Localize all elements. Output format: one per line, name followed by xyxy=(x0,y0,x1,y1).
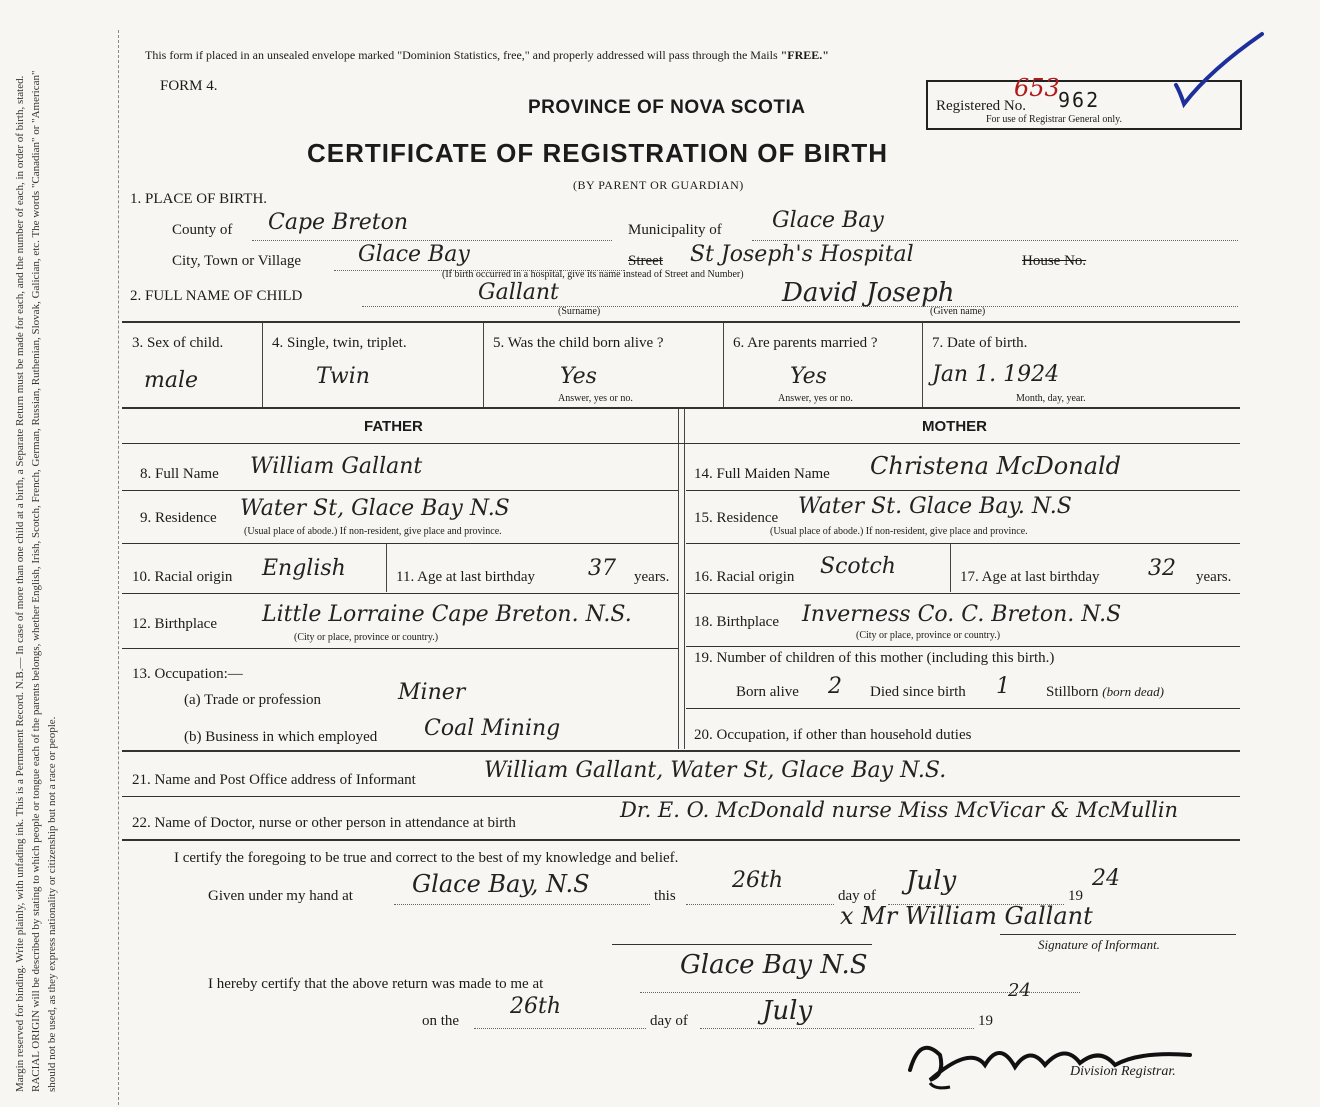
mother-racial: Scotch xyxy=(820,554,896,579)
died-since-birth-label: Died since birth xyxy=(870,684,966,700)
died-since-birth-count: 1 xyxy=(996,674,1010,699)
child-given-name: David Joseph xyxy=(782,278,955,308)
mother-birthplace-caption: (City or place, province or country.) xyxy=(856,630,1001,641)
mother-birthplace: Inverness Co. C. Breton. N.S xyxy=(802,602,1122,627)
margin-note: Margin reserved for binding. Write plainly, with unfading ink. This is a Permanent Record. N.B.— In case of more than one child at a birth, a Separate Return must be made for each, and the number of each, in order of birth, stated. RACIAL ORIGIN will be described by stating to which people or tongue each of the parents belongs, whether English, Irish, Scotch, French, German, Russian, Ruthenian, Slovak, Galician, etc. The words "Canadian" or "American" should not be used, as they express nationality or citizenship but not a race or people. xyxy=(14,70,58,1092)
father-racial: English xyxy=(262,556,346,581)
mother-name-label: 14. Full Maiden Name xyxy=(694,466,830,482)
certify-day: 26th xyxy=(732,868,784,893)
parents-married-label: 6. Are parents married ? xyxy=(733,335,878,351)
registrar-caption: Division Registrar. xyxy=(1070,1064,1176,1079)
father-age-label: 11. Age at last birthday xyxy=(396,569,535,585)
mother-birthplace-label: 18. Birthplace xyxy=(694,614,779,630)
registrar-place: Glace Bay N.S xyxy=(680,950,868,980)
stillborn-label: Stillborn (born dead) xyxy=(1046,684,1165,700)
registered-label: Registered No. xyxy=(936,98,1026,114)
given-name-caption: (Given name) xyxy=(930,306,986,317)
registrar-day-of-label: day of xyxy=(650,1013,688,1029)
registered-number: 962 xyxy=(1058,88,1101,112)
registrar-use-note: For use of Registrar General only. xyxy=(986,114,1122,125)
surname-caption: (Surname) xyxy=(558,306,601,317)
father-name: William Gallant xyxy=(250,454,423,479)
certify-day-of-label: day of xyxy=(838,888,876,904)
sex-value: male xyxy=(144,368,199,393)
informant-label: 21. Name and Post Office address of Informant xyxy=(132,772,416,788)
certify-statement: I certify the foregoing to be true and correct to the best of my knowledge and belief. xyxy=(174,850,679,866)
child-surname: Gallant xyxy=(478,280,559,305)
registered-red-number: 653 xyxy=(1014,74,1060,102)
mother-heading: MOTHER xyxy=(922,418,987,435)
father-name-label: 8. Full Name xyxy=(140,466,219,482)
city-value: Glace Bay xyxy=(358,242,470,267)
street-value: St Joseph's Hospital xyxy=(690,242,914,267)
city-label: City, Town or Village xyxy=(172,253,302,269)
county-value: Cape Breton xyxy=(268,210,409,235)
informant-value: William Gallant, Water St, Glace Bay N.S. xyxy=(484,758,947,783)
mother-occupation-label: 20. Occupation, if other than household duties xyxy=(694,727,972,743)
father-heading: FATHER xyxy=(364,418,423,435)
father-residence-label: 9. Residence xyxy=(140,510,217,526)
certify-year-suffix: 24 xyxy=(1092,866,1120,891)
given-at-place: Glace Bay, N.S xyxy=(412,870,590,898)
binding-margin-line xyxy=(118,30,119,1105)
sex-label: 3. Sex of child. xyxy=(132,335,224,351)
province-heading: PROVINCE OF NOVA SCOTIA xyxy=(528,97,806,118)
born-alive-count: 2 xyxy=(828,674,842,699)
plurality-value: Twin xyxy=(316,364,370,389)
mother-residence-label: 15. Residence xyxy=(694,510,779,526)
mother-name: Christena McDonald xyxy=(870,452,1122,480)
house-number-label: House No. xyxy=(1022,253,1087,269)
mother-residence-caption: (Usual place of abode.) If non-resident, give place and province. xyxy=(770,526,1028,537)
business-label: (b) Business in which employed xyxy=(184,729,378,745)
place-section-label: 1. PLACE OF BIRTH. xyxy=(130,191,268,207)
form-number: FORM 4. xyxy=(160,78,218,94)
certificate-title: CERTIFICATE OF REGISTRATION OF BIRTH xyxy=(307,138,889,168)
checkmark-icon xyxy=(1170,30,1270,110)
mail-notice: This form if placed in an unsealed envelope marked "Dominion Statistics, free," and properly addressed will pass through the Mails "FREE." xyxy=(145,48,829,62)
attendant-label: 22. Name of Doctor, nurse or other person in attendance at birth xyxy=(132,815,516,831)
dob-label: 7. Date of birth. xyxy=(932,335,1028,351)
mother-racial-label: 16. Racial origin xyxy=(694,569,795,585)
registrar-signature-image xyxy=(890,1025,1220,1095)
registrar-year-suffix: 24 xyxy=(1008,980,1031,1001)
dob-caption: Month, day, year. xyxy=(1016,393,1086,404)
registrar-statement: I hereby certify that the above return was made to me at xyxy=(208,976,544,992)
father-years-label: years. xyxy=(634,569,670,585)
given-at-label: Given under my hand at xyxy=(208,888,353,904)
certify-year-prefix: 19 xyxy=(1068,888,1083,904)
father-residence-caption: (Usual place of abode.) If non-resident, give place and province. xyxy=(244,526,502,537)
mother-years-label: years. xyxy=(1196,569,1232,585)
father-birthplace: Little Lorraine Cape Breton. N.S. xyxy=(262,602,632,627)
trade-value: Miner xyxy=(398,680,466,705)
born-alive-caption: Answer, yes or no. xyxy=(558,393,633,404)
born-alive-count-label: Born alive xyxy=(736,684,799,700)
attendant-value: Dr. E. O. McDonald nurse Miss McVicar & McMullin xyxy=(620,798,1179,822)
business-value: Coal Mining xyxy=(424,716,561,741)
children-count-label: 19. Number of children of this mother (including this birth.) xyxy=(694,650,1055,666)
father-age: 37 xyxy=(588,556,616,581)
certify-month: July xyxy=(906,866,957,896)
certificate-subtitle: (BY PARENT OR GUARDIAN) xyxy=(573,178,744,192)
mother-age: 32 xyxy=(1148,556,1176,581)
registrar-day: 26th xyxy=(510,994,562,1019)
parents-married-value: Yes xyxy=(790,364,827,389)
mother-residence: Water St. Glace Bay. N.S xyxy=(798,494,1072,519)
plurality-label: 4. Single, twin, triplet. xyxy=(272,335,407,351)
hospital-note: (If birth occurred in a hospital, give its name instead of Street and Number) xyxy=(442,269,744,280)
father-occupation-label: 13. Occupation:— xyxy=(132,666,243,682)
this-label: this xyxy=(654,888,676,904)
informant-signature-caption: Signature of Informant. xyxy=(1038,937,1160,952)
registrar-year-prefix: 19 xyxy=(978,1013,993,1029)
trade-label: (a) Trade or profession xyxy=(184,692,322,708)
mother-age-label: 17. Age at last birthday xyxy=(960,569,1100,585)
parents-married-caption: Answer, yes or no. xyxy=(778,393,853,404)
county-label: County of xyxy=(172,222,233,238)
child-name-label: 2. FULL NAME OF CHILD xyxy=(130,288,303,304)
informant-signature: x Mr William Gallant xyxy=(840,902,1093,930)
municipality-value: Glace Bay xyxy=(772,208,884,233)
registrar-month: July xyxy=(762,996,813,1026)
municipality-label: Municipality of xyxy=(628,222,722,238)
father-birthplace-label: 12. Birthplace xyxy=(132,616,217,632)
registrar-on-the-label: on the xyxy=(422,1013,460,1029)
dob-value: Jan 1. 1924 xyxy=(932,362,1060,387)
father-racial-label: 10. Racial origin xyxy=(132,569,233,585)
born-alive-label: 5. Was the child born alive ? xyxy=(493,335,664,351)
street-label: Street xyxy=(628,253,663,269)
father-birthplace-caption: (City or place, province or country.) xyxy=(294,632,439,643)
born-alive-value: Yes xyxy=(560,364,597,389)
father-residence: Water St, Glace Bay N.S xyxy=(240,496,510,521)
